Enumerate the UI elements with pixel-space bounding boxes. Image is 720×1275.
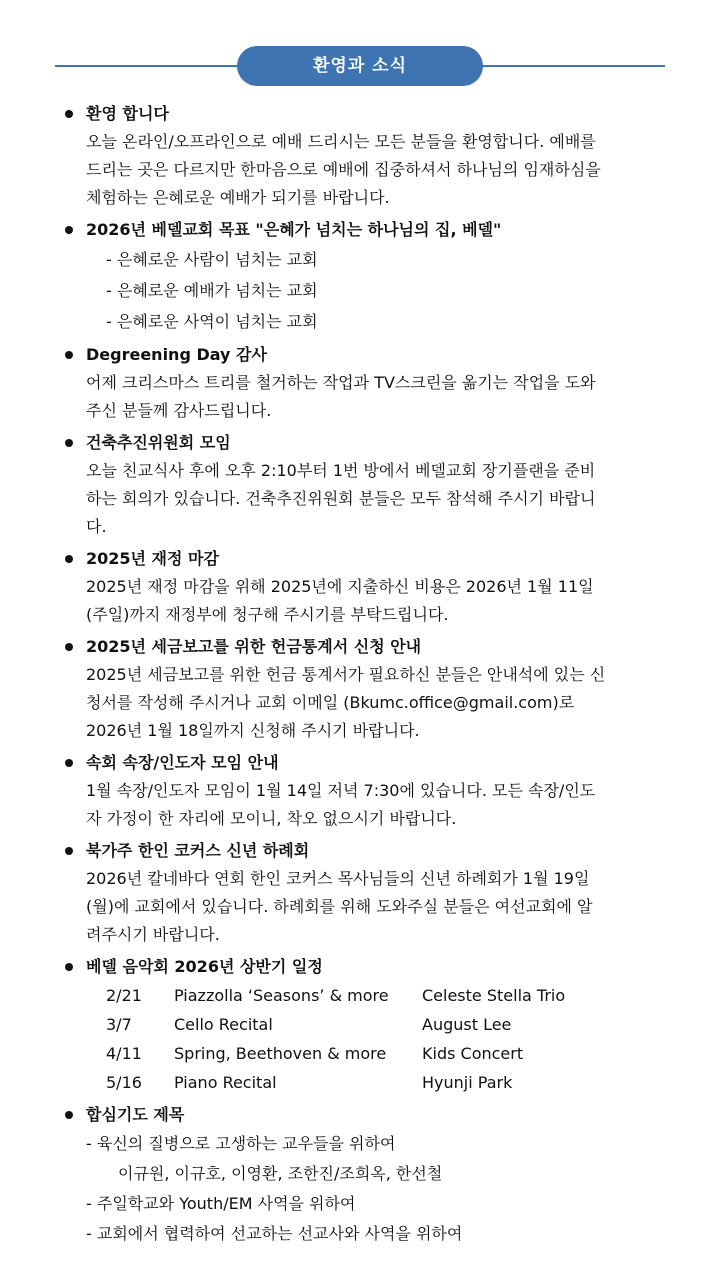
goal-item: - 은혜로운 예배가 넘치는 교회 [106, 281, 318, 300]
text-line: 2026년 칼네바다 연회 한인 코커스 목사님들의 신년 하례회가 1월 19일 [86, 869, 590, 888]
text-line: 2026년 1월 18일까지 신청해 주시기 바랍니다. [86, 721, 420, 740]
bullet-icon [65, 555, 73, 563]
section-title: 합심기도 제목 [62, 1101, 662, 1129]
concert-row [106, 981, 662, 1010]
prayer-item: - 주일학교와 Youth/EM 사역을 위하여 [86, 1194, 356, 1213]
bullet-icon [65, 643, 73, 651]
bullet-icon [65, 439, 73, 447]
section-caucus [62, 837, 662, 949]
section-title: 2025년 세금보고를 위한 헌금통계서 신청 안내 [62, 633, 662, 661]
concert-date: 5/16 [106, 1073, 142, 1092]
section-leaders [62, 749, 662, 833]
bullet-icon [65, 110, 73, 118]
section-building [62, 429, 662, 541]
section-degreening [62, 341, 662, 425]
text-line: 2025년 세금보고를 위한 헌금 통계서가 필요하신 분들은 안내석에 있는 신 [86, 665, 606, 684]
prayer-names: 이규원, 이규호, 이영환, 조한진/조희옥, 한선철 [118, 1164, 443, 1183]
concert-performer: August Lee [422, 1015, 512, 1034]
section-body [62, 661, 662, 745]
section-welcome [62, 100, 662, 212]
bullet-icon [65, 963, 73, 971]
section-tax [62, 633, 662, 745]
text-line: 2025년 재정 마감을 위해 2025년에 지출하신 비용은 2026년 1월 11일 [86, 577, 594, 596]
text-line: 려주시기 바랍니다. [86, 925, 220, 944]
concert-performer: Celeste Stella Trio [422, 986, 566, 1005]
section-concerts [62, 953, 662, 1097]
section-title: 북가주 한인 코커스 신년 하례회 [62, 837, 662, 865]
text-line: (월)에 교회에서 있습니다. 하례회를 위해 도와주실 분들은 여선교회에 알 [86, 897, 593, 916]
section-title: 베델 음악회 2026년 상반기 일정 [62, 953, 662, 981]
text-line: 드리는 곳은 다르지만 한마음으로 예배에 집중하셔서 하나님의 임재하심을 [86, 160, 601, 179]
section-goal [62, 216, 662, 337]
concert-program: Spring, Beethoven & more [174, 1044, 387, 1063]
announcements [62, 100, 662, 1253]
section-body [62, 573, 662, 629]
section-body [62, 865, 662, 949]
concert-date: 3/7 [106, 1015, 132, 1034]
text-line: 청서를 작성해 주시거나 교회 이메일 (Bkumc.office@gmail.com)로 [86, 693, 575, 712]
text-line: 다. [86, 517, 107, 536]
goal-item: - 은혜로운 사역이 넘치는 교회 [106, 312, 318, 331]
section-title: 2025년 재정 마감 [62, 545, 662, 573]
text-line: 오늘 온라인/오프라인으로 예배 드리시는 모든 분들을 환영합니다. 예배를 [86, 132, 596, 151]
text-line: 하는 회의가 있습니다. 건축추진위원회 분들은 모두 참석해 주시기 바랍니 [86, 489, 596, 508]
section-title: Degreening Day 감사 [62, 341, 662, 369]
section-body [62, 457, 662, 541]
bullet-icon [65, 351, 73, 359]
concert-row [106, 1010, 662, 1039]
section-body [62, 369, 662, 425]
section-title: 환영 합니다 [62, 100, 662, 128]
section-title: 2026년 베델교회 목표 "은혜가 넘치는 하나님의 집, 베델" [62, 216, 662, 244]
text-line: 주신 분들께 감사드립니다. [86, 401, 272, 420]
concert-program: Cello Recital [174, 1015, 273, 1034]
text-line: (주일)까지 재정부에 청구해 주시기를 부탁드립니다. [86, 605, 449, 624]
prayer-item: - 교회에서 협력하여 선교하는 선교사와 사역을 위하여 [86, 1224, 463, 1243]
concert-performer: Hyunji Park [422, 1073, 513, 1092]
concert-program: Piazzolla ‘Seasons’ & more [174, 986, 389, 1005]
concert-performer: Kids Concert [422, 1044, 524, 1063]
concert-row [106, 1039, 662, 1068]
concert-program: Piano Recital [174, 1073, 277, 1092]
bullet-icon [65, 1111, 73, 1119]
text-line: 어제 크리스마스 트리를 철거하는 작업과 TV스크린을 옮기는 작업을 도와 [86, 373, 596, 392]
text-line: 오늘 친교식사 후에 오후 2:10부터 1번 방에서 베델교회 장기플랜을 준비 [86, 461, 596, 480]
section-prayer [62, 1101, 662, 1249]
text-line: 자 가정이 한 자리에 모이니, 착오 없으시기 바랍니다. [86, 809, 457, 828]
section-title: 속회 속장/인도자 모임 안내 [62, 749, 662, 777]
concert-schedule [62, 981, 662, 1097]
bullet-icon [65, 226, 73, 234]
prayer-item: - 육신의 질병으로 고생하는 교우들을 위하여 [86, 1134, 396, 1153]
section-body [62, 128, 662, 212]
concert-date: 4/11 [106, 1044, 142, 1063]
bullet-icon [65, 759, 73, 767]
concert-row [106, 1068, 662, 1097]
bullet-icon [65, 847, 73, 855]
section-title: 건축추진위원회 모임 [62, 429, 662, 457]
page-title: 환영과 소식 [237, 46, 483, 86]
text-line: 체험하는 은혜로운 예배가 되기를 바랍니다. [86, 188, 390, 207]
text-line: 1월 속장/인도자 모임이 1월 14일 저녁 7:30에 있습니다. 모든 속장/인도 [86, 781, 596, 800]
concert-date: 2/21 [106, 986, 142, 1005]
goal-item: - 은혜로운 사람이 넘치는 교회 [106, 250, 318, 269]
section-finance [62, 545, 662, 629]
section-body [62, 777, 662, 833]
